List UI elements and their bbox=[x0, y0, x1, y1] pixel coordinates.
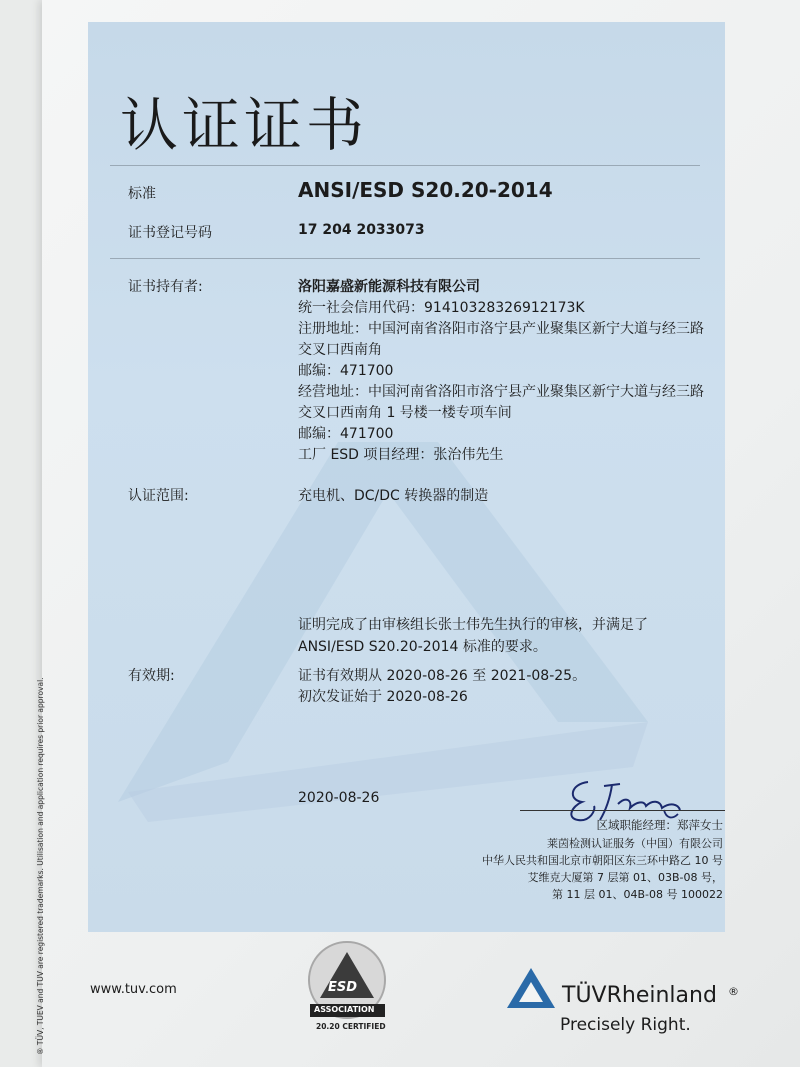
statement-line-2: ANSI/ESD S20.20-2014 标准的要求。 bbox=[298, 639, 547, 655]
statement-line-1: 证明完成了由审核组长张士伟先生执行的审核，并满足了 bbox=[298, 617, 648, 633]
holder-credit-code: 统一社会信用代码：91410328326912173K bbox=[298, 300, 585, 316]
trademark-note: ® TÜV, TUEV and TUV are registered trademarks. Utilisation and application requires prior approval. bbox=[36, 677, 45, 1055]
website-link[interactable]: www.tuv.com bbox=[90, 982, 177, 997]
validity-line-1: 证书有效期从 2020-08-26 至 2021-08-25。 bbox=[298, 668, 587, 684]
divider bbox=[110, 165, 700, 166]
holder-reg-address-2: 交叉口西南角 bbox=[298, 342, 382, 358]
divider bbox=[110, 258, 700, 259]
holder-op-address-2: 交叉口西南角 1 号楼一楼专项车间 bbox=[298, 405, 512, 421]
esd-association-logo bbox=[300, 940, 395, 1040]
issuer-title: 区域职能经理：郑萍女士 bbox=[596, 818, 723, 832]
issuer-address-3: 第 11 层 01、04B-08 号 100022 bbox=[552, 888, 723, 901]
holder-label: 证书持有者: bbox=[128, 279, 203, 295]
esd-logo-text: ESD bbox=[328, 980, 358, 995]
signature-line bbox=[520, 810, 725, 811]
tuv-reg-mark: ® bbox=[728, 985, 739, 998]
holder-company: 洛阳嘉盛新能源科技有限公司 bbox=[298, 279, 480, 295]
holder-reg-postcode: 邮编：471700 bbox=[298, 363, 394, 379]
scope-label: 认证范围: bbox=[128, 488, 189, 504]
issuer-address-2: 艾维克大厦第 7 层第 01、03B-08 号， bbox=[527, 871, 723, 884]
standard-value: ANSI/ESD S20.20-2014 bbox=[298, 178, 553, 202]
validity-label: 有效期: bbox=[128, 668, 175, 684]
validity-line-2: 初次发证始于 2020-08-26 bbox=[298, 689, 468, 705]
issuer-address-1: 中华人民共和国北京市朝阳区东三环中路乙 10 号 bbox=[482, 854, 723, 867]
issuer-company: 莱茵检测认证服务（中国）有限公司 bbox=[547, 837, 723, 850]
holder-manager: 工厂 ESD 项目经理：张治伟先生 bbox=[298, 447, 504, 463]
scope-value: 充电机、DC/DC 转换器的制造 bbox=[298, 488, 489, 504]
registration-value: 17 204 2033073 bbox=[298, 222, 425, 238]
tuv-slogan: Precisely Right. bbox=[560, 1015, 691, 1035]
holder-reg-address-1: 注册地址：中国河南省洛阳市洛宁县产业聚集区新宁大道与经三路 bbox=[298, 321, 704, 337]
issue-date: 2020-08-26 bbox=[298, 790, 380, 806]
tuv-triangle-icon bbox=[505, 966, 565, 1016]
certificate-title: 认证证书 bbox=[120, 91, 369, 159]
esd-logo-association: ASSOCIATION bbox=[314, 1005, 375, 1014]
holder-op-postcode: 邮编：471700 bbox=[298, 426, 394, 442]
tuv-brand: TÜVRheinland bbox=[562, 983, 717, 1008]
holder-op-address-1: 经营地址：中国河南省洛阳市洛宁县产业聚集区新宁大道与经三路 bbox=[298, 384, 704, 400]
esd-logo-certified: 20.20 CERTIFIED bbox=[316, 1022, 386, 1031]
registration-label: 证书登记号码 bbox=[128, 225, 212, 241]
standard-label: 标准 bbox=[128, 186, 156, 202]
